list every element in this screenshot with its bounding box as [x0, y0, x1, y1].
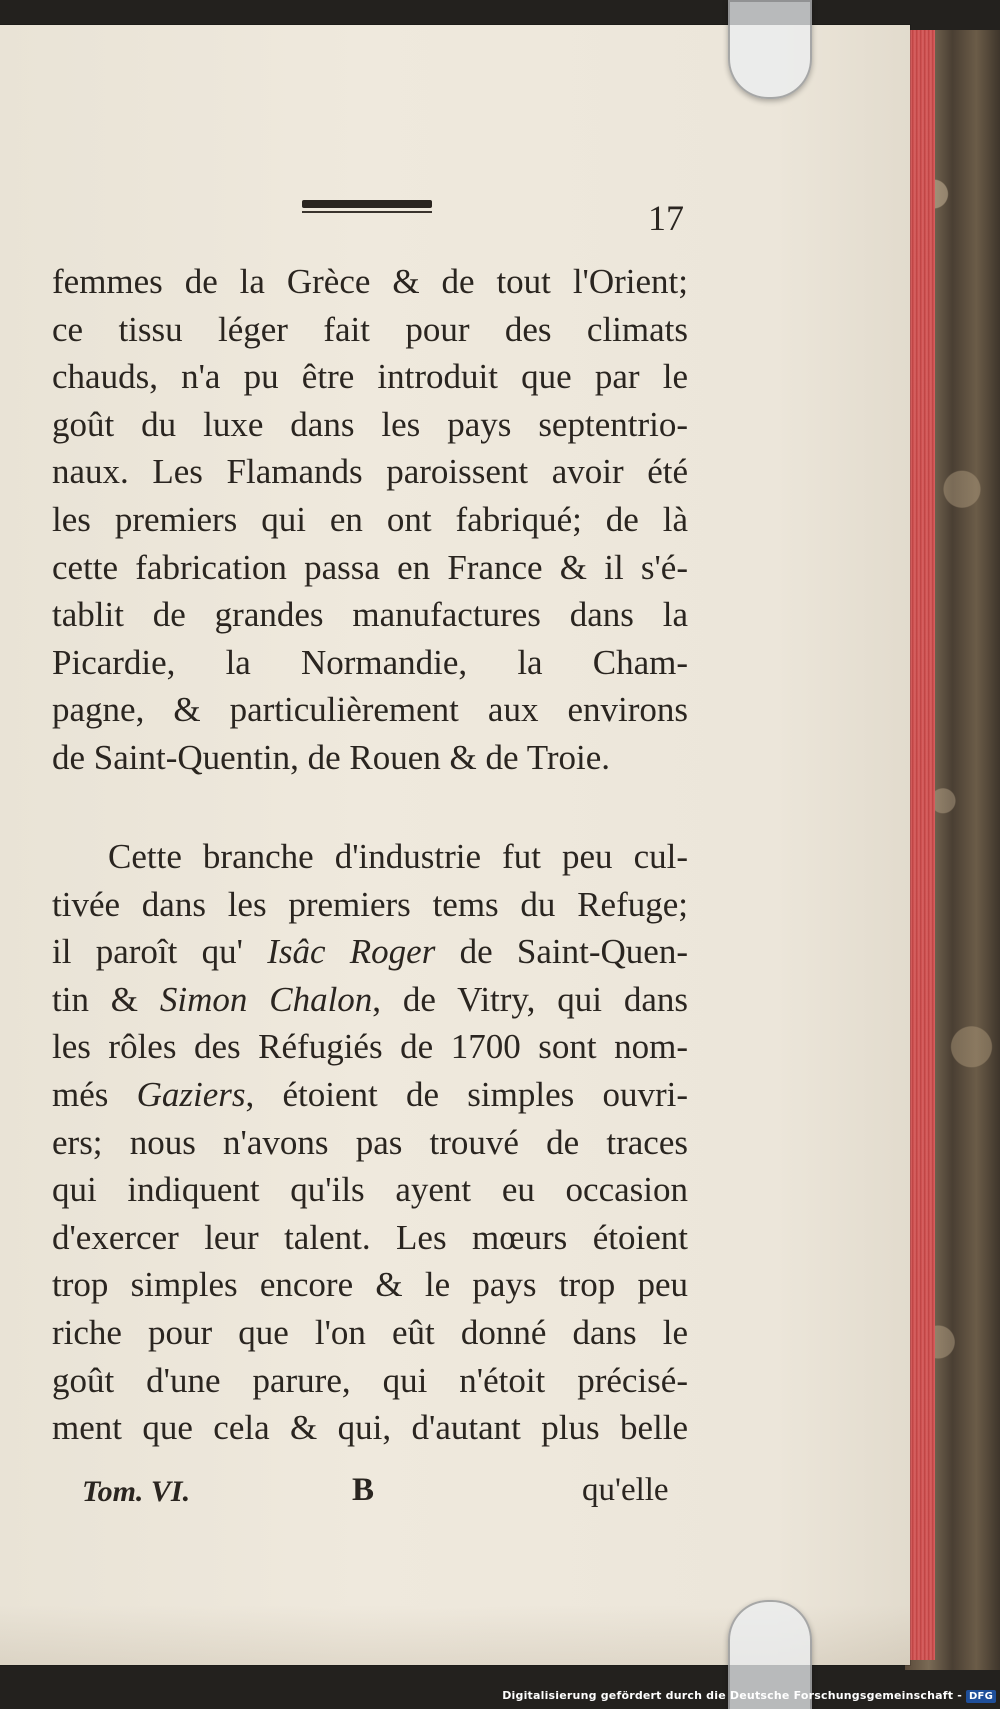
text-segment: goût d'une parure, qui n'étoit précisé-: [52, 1360, 688, 1400]
text-line: [52, 1166, 688, 1214]
text-segment: més: [52, 1074, 137, 1114]
text-line: [52, 1404, 688, 1452]
text-line: Picardie, la Normandie, la Cham-: [52, 642, 688, 682]
text-line: [52, 881, 688, 929]
text-line: femmes de la Grèce & de tout l'Orient;: [52, 262, 688, 301]
text-line: [52, 833, 688, 881]
book-page: [0, 25, 910, 1665]
text-line: de Saint-Quentin, de Rouen & de Troie.: [52, 737, 611, 777]
catchword: qu'elle: [582, 1472, 669, 1508]
text-segment: trop simples encore & le pays trop peu: [52, 1265, 688, 1305]
text-line: [52, 976, 688, 1024]
gathering-signature: B: [352, 1472, 375, 1508]
text-line: pagne, & particulièrement aux environs: [52, 690, 688, 730]
text-line: [52, 1214, 688, 1262]
paragraph-2: [52, 833, 688, 1452]
banner-text: Digitalisierung gefördert durch die Deutsche Forschungsgemeinschaft -: [502, 1689, 963, 1702]
text-line: [52, 1119, 688, 1167]
text-segment: riche pour que l'on eût donné dans le: [52, 1312, 688, 1352]
volume-signature: Tom. VI.: [82, 1475, 191, 1508]
digitization-banner: [502, 1689, 996, 1703]
text-segment: Cette branche d'industrie fut peu cul-: [108, 837, 688, 876]
text-segment: d'exercer leur talent. Les mœurs étoient: [52, 1217, 688, 1257]
page-clip-top: [728, 0, 812, 99]
dfg-logo: DFG: [966, 1690, 996, 1703]
text-line: tablit de grandes manufactures dans la: [52, 595, 688, 635]
text-line: [52, 1023, 688, 1071]
text-line: naux. Les Flamands paroissent avoir été: [52, 452, 688, 492]
text-line: les premiers qui en ont fabriqué; de là: [52, 499, 688, 539]
text-line: cette fabrication passa en France & il s'é-: [52, 547, 688, 587]
text-segment: les rôles des Réfugiés de 1700 sont nom-: [52, 1027, 688, 1067]
text-line: [52, 1309, 688, 1357]
text-segment: , étoient de simples ouvri-: [245, 1074, 688, 1114]
text-line: chauds, n'a pu être introduit que par le: [52, 357, 688, 397]
text-segment: de Saint-Quen-: [435, 932, 688, 972]
italic-name: Simon Chalon: [159, 979, 373, 1019]
header-rule-thin: [302, 211, 432, 213]
text-segment: qui indiquent qu'ils ayent eu occasion: [52, 1170, 688, 1210]
header-rule: [302, 200, 432, 208]
text-line: [52, 1261, 688, 1309]
text-segment: tivée dans les premiers tems du Refuge;: [52, 884, 688, 924]
text-line: goût du luxe dans les pays septentrio-: [52, 404, 688, 444]
text-segment: , de Vitry, qui dans: [372, 979, 688, 1019]
text-segment: tin &: [52, 979, 160, 1019]
text-segment: il paroît qu': [52, 932, 268, 972]
text-line: ce tissu léger fait pour des climats: [52, 309, 688, 349]
text-segment: ers; nous n'avons pas trouvé de traces: [52, 1122, 688, 1162]
text-line: [52, 1071, 688, 1119]
italic-name: Gaziers: [136, 1074, 246, 1114]
text-line: [52, 1357, 688, 1405]
text-line: [52, 928, 688, 976]
paragraph-1: [52, 258, 688, 782]
page-number: 17: [648, 198, 684, 238]
text-segment: ment que cela & qui, d'autant plus belle: [52, 1408, 688, 1448]
italic-name: Isâc Roger: [267, 932, 436, 972]
